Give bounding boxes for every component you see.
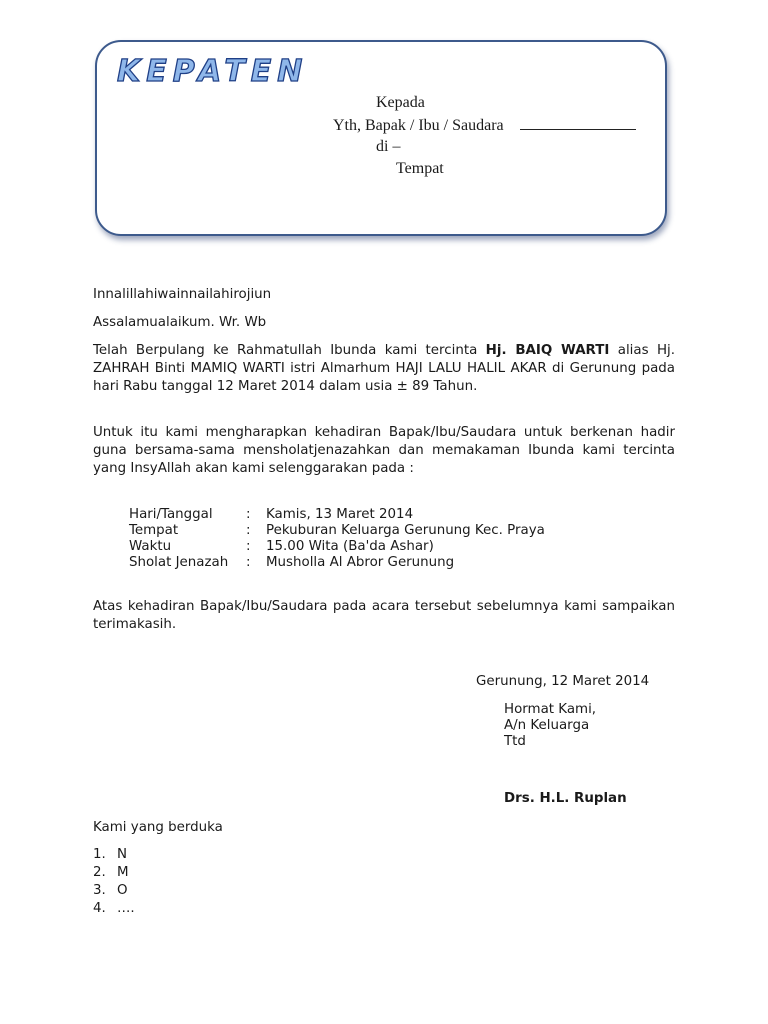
place-date: Gerunung, 12 Maret 2014	[476, 674, 650, 689]
list-value: N	[117, 847, 128, 862]
list-value: ….	[117, 901, 135, 916]
detail-colon: :	[246, 555, 251, 570]
announcement-paragraph	[93, 342, 675, 396]
address-place: Tempat	[396, 160, 444, 177]
address-recipient: Yth, Bapak / Ibu / Saudara	[333, 117, 504, 134]
mourners-label: Kami yang berduka	[93, 820, 223, 835]
recipient-blank-line	[520, 129, 636, 130]
list-number: 3.	[93, 883, 106, 898]
detail-value: Pekuburan Keluarga Gerunung Kec. Praya	[266, 523, 545, 538]
thanks-paragraph: Atas kehadiran Bapak/Ibu/Saudara pada acara tersebut sebelumnya kami sampaikan terimakasih.	[93, 599, 675, 632]
detail-value: Musholla Al Abror Gerunung	[266, 555, 455, 570]
p1-before: Telah Berpulang ke Rahmatullah Ibunda kami tercinta	[93, 343, 486, 358]
list-number: 1.	[93, 847, 106, 862]
closing-line: A/n Keluarga	[504, 718, 590, 733]
greeting-line: Assalamualaikum. Wr. Wb	[93, 315, 267, 330]
detail-key: Hari/Tanggal	[129, 507, 213, 522]
detail-key: Sholat Jenazah	[129, 555, 229, 570]
detail-colon: :	[246, 539, 251, 554]
invitation-paragraph: Untuk itu kami mengharapkan kehadiran Bapak/Ibu/Saudara untuk berkenan hadir guna bersama-sama mensholatjenazahkan dan memakaman Ibunda kami tercinta yang InsyAllah akan kami selenggarakan pada :	[93, 425, 675, 476]
detail-value: 15.00 Wita (Ba'da Ashar)	[266, 539, 434, 554]
detail-key: Waktu	[129, 539, 172, 554]
list-number: 4.	[93, 901, 106, 916]
list-value: M	[117, 865, 129, 880]
deceased-name: Hj. BAIQ WARTI	[485, 343, 610, 358]
detail-colon: :	[246, 507, 251, 522]
list-number: 2.	[93, 865, 106, 880]
opening-line: Innalillahiwainnailahirojiun	[93, 287, 272, 302]
detail-value: Kamis, 13 Maret 2014	[266, 507, 414, 522]
closing-line: Hormat Kami,	[504, 702, 597, 717]
address-to: Kepada	[376, 94, 425, 111]
p1-after: alias Hj. ZAHRAH Binti MAMIQ WARTI istri Almarhum HAJI LALU HALIL AKAR di Gerunung pada hari Rabu tanggal 12 Maret 2014 dalam usia ± 89 Tahun.	[93, 343, 676, 394]
signatory-name: Drs. H.L. Ruplan	[504, 791, 627, 806]
list-value: O	[117, 883, 128, 898]
address-di: di –	[376, 138, 401, 155]
detail-key: Tempat	[129, 523, 179, 538]
closing-line: Ttd	[504, 734, 526, 749]
envelope-title: KEPATEN	[117, 54, 309, 89]
detail-colon: :	[246, 523, 251, 538]
